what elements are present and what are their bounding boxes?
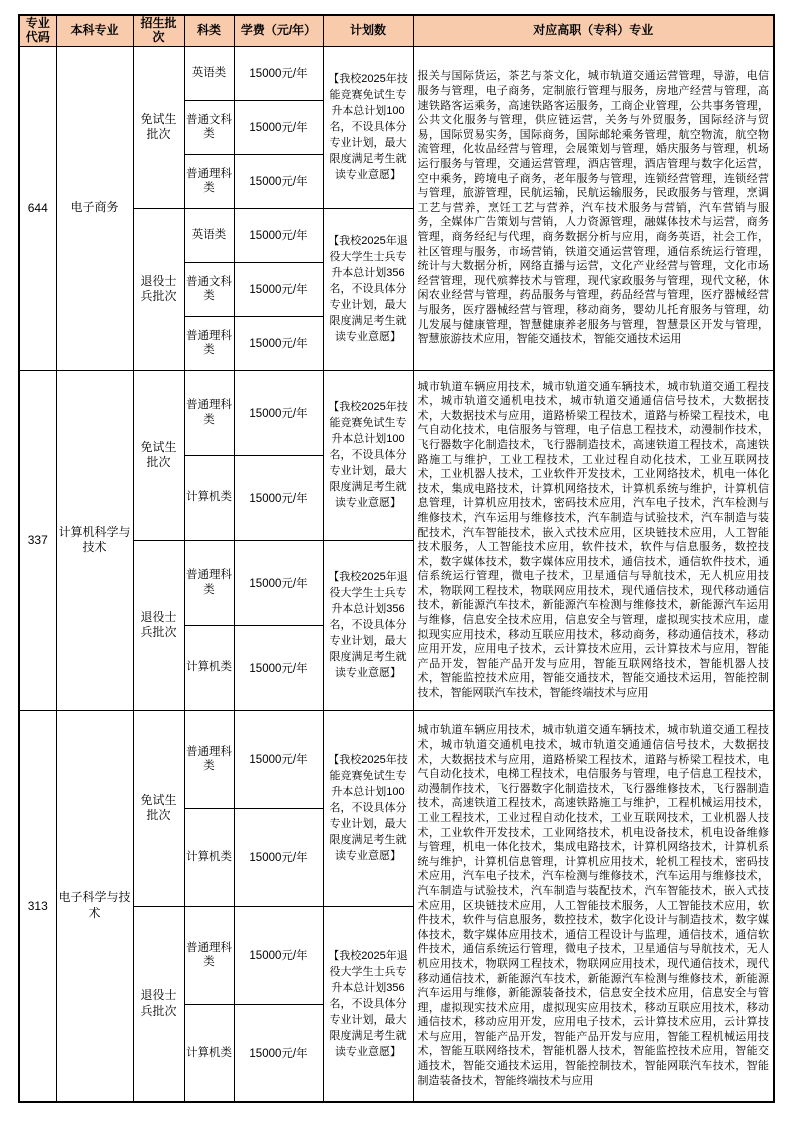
table-row — [19, 710, 774, 808]
subject-category-cell: 普通文科类 — [184, 100, 234, 154]
major-code-cell: 313 — [19, 710, 56, 1102]
subject-category-cell: 计算机类 — [184, 455, 234, 540]
subject-category-cell: 计算机类 — [184, 1004, 234, 1102]
subject-category-cell: 普通理科类 — [184, 710, 234, 808]
batch-cell: 免试生批次 — [133, 710, 184, 906]
col-header-subject-category: 科类 — [184, 15, 234, 46]
tuition-cell: 15000元/年 — [234, 208, 323, 262]
col-header-batch: 招生批次 — [133, 15, 184, 46]
subject-category-cell: 普通理科类 — [184, 154, 234, 208]
plan-count-cell: 【我校2025年退役大学生士兵专升本总计划356名，不设具体分专业计划，最大限度满足考生就读专业意愿】 — [323, 540, 413, 710]
plan-count-cell: 【我校2025年退役大学生士兵专升本总计划356名，不设具体分专业计划，最大限度满足考生就读专业意愿】 — [323, 208, 413, 370]
subject-category-cell: 英语类 — [184, 46, 234, 100]
tuition-cell: 15000元/年 — [234, 46, 323, 100]
plan-count-cell: 【我校2025年退役大学生士兵专升本总计划356名，不设具体分专业计划，最大限度满足考生就读专业意愿】 — [323, 906, 413, 1102]
tuition-cell: 15000元/年 — [234, 906, 323, 1004]
table-header-row — [19, 15, 774, 46]
tuition-cell: 15000元/年 — [234, 710, 323, 808]
tuition-cell: 15000元/年 — [234, 625, 323, 710]
subject-category-cell: 普通文科类 — [184, 262, 234, 316]
batch-cell: 退役士兵批次 — [133, 906, 184, 1102]
batch-cell: 退役士兵批次 — [133, 208, 184, 370]
undergrad-major-cell: 计算机科学与技术 — [56, 370, 133, 710]
tuition-cell: 15000元/年 — [234, 262, 323, 316]
table-row — [19, 370, 774, 455]
undergrad-major-cell: 电子商务 — [56, 46, 133, 370]
tuition-cell: 15000元/年 — [234, 370, 323, 455]
plan-count-cell: 【我校2025年技能竞赛免试生专升本总计划100名，不设具体分专业计划，最大限度满足考生就读专业意愿】 — [323, 710, 413, 906]
document-page — [18, 14, 775, 1103]
tuition-cell: 15000元/年 — [234, 316, 323, 370]
major-code-cell: 337 — [19, 370, 56, 710]
major-code-cell: 644 — [19, 46, 56, 370]
subject-category-cell: 普通理科类 — [184, 316, 234, 370]
subject-category-cell: 普通理科类 — [184, 370, 234, 455]
batch-cell: 免试生批次 — [133, 46, 184, 208]
vocational-majors-cell: 城市轨道车辆应用技术，城市轨道交通车辆技术，城市轨道交通工程技术，城市轨道交通机电技术，城市轨道交通通信信号技术，大数据技术，大数据技术与应用，道路桥梁工程技术，道路与桥梁工程技术，电气自动化技术，电信服务与管理，电子信息工程技术，动漫制作技术，飞行器数字化制造技术，飞行器制造技术，高速铁道工程技术，高速铁路施工与维护，工业工程技术，工业过程自动化技术，工业互联网技术，工业机器人技术，工业软件开发技术，工业网络技术，机电一体化技术，集成电路技术，计算机网络技术，计算机系统与维护，计算机信息管理，计算机应用技术，密码技术应用，汽车电子技术，汽车检测与维修技术，汽车运用与维修技术，汽车制造与试验技术，汽车制造与装配技术，汽车智能技术，嵌入式技术应用，区块链技术应用，人工智能技术服务，人工智能技术应用，软件技术，软件与信息服务，数控技术，数字媒体技术，数字媒体应用技术，通信技术，通信软件技术，通信系统运行管理，微电子技术，卫星通信与导航技术，无人机应用技术，物联网工程技术，物联网应用技术，现代通信技术，现代移动通信技术，新能源汽车技术，新能源汽车检测与维修技术，新能源汽车运用与维修，信息安全技术应用，信息安全与管理，虚拟现实技术应用，虚拟现实应用技术，移动互联应用技术，移动商务，移动通信技术，移动应用开发，应用电子技术，云计算技术应用，云计算技术与应用，智能产品开发，智能产品开发与应用，智能互联网络技术，智能机器人技术，智能监控技术应用，智能交通技术，智能交通技术运用，智能控制技术，智能网联汽车技术，智能终端技术与应用 — [413, 370, 774, 710]
subject-category-cell: 普通理科类 — [184, 906, 234, 1004]
tuition-cell: 15000元/年 — [234, 100, 323, 154]
batch-cell: 退役士兵批次 — [133, 540, 184, 710]
tuition-cell: 15000元/年 — [234, 540, 323, 625]
table-row — [19, 46, 774, 100]
col-header-plan-count: 计划数 — [323, 15, 413, 46]
vocational-majors-cell: 城市轨道车辆应用技术，城市轨道交通车辆技术，城市轨道交通工程技术，城市轨道交通机电技术，城市轨道交通通信信号技术，大数据技术，大数据技术与应用，道路桥梁工程技术，道路与桥梁工程技术，电气自动化技术，电梯工程技术，电信服务与管理，电子信息工程技术，动漫制作技术，飞行器数字化制造技术，飞行器维修技术，飞行器制造技术，高速铁道工程技术，高速铁路施工与维护，工程机械运用技术，工业工程技术，工业过程自动化技术，工业互联网技术，工业机器人技术，工业软件开发技术，工业网络技术，机电设备技术，机电设备维修与管理，机电一体化技术，集成电路技术，计算机网络技术，计算机系统与维护，计算机信息管理，计算机应用技术，轮机工程技术，密码技术应用，汽车电子技术，汽车检测与维修技术，汽车运用与维修技术，汽车制造与试验技术，汽车制造与装配技术，汽车智能技术，嵌入式技术应用，区块链技术应用，人工智能技术服务，人工智能技术应用，软件技术，软件与信息服务，数控技术，数字化设计与制造技术，数字媒体技术，数字媒体应用技术，通信工程设计与监理，通信技术，通信软件技术，通信系统运行管理，微电子技术，卫星通信与导航技术，无人机应用技术，物联网工程技术，物联网应用技术，现代通信技术，现代移动通信技术，新能源汽车技术，新能源汽车检测与维修技术，新能源汽车运用与维修，新能源装备技术，信息安全技术应用，信息安全与管理，虚拟现实技术应用，虚拟现实应用技术，移动互联应用技术，移动通信技术，移动应用开发，应用电子技术，云计算技术应用，云计算技术与应用，智能产品开发，智能产品开发与应用，智能工程机械运用技术，智能互联网络技术，智能机器人技术，智能监控技术应用，智能交通技术，智能交通技术运用，智能控制技术，智能网联汽车技术，智能制造装备技术，智能终端技术与应用 — [413, 710, 774, 1102]
col-header-tuition: 学费（元/年） — [234, 15, 323, 46]
subject-category-cell: 计算机类 — [184, 625, 234, 710]
vocational-majors-cell: 报关与国际货运，茶艺与茶文化，城市轨道交通运营管理，导游，电信服务与管理，电子商务，定制旅行管理与服务，房地产经营与管理，高速铁路客运乘务，高速铁路客运服务，工商企业管理，公共事务管理，公共文化服务与管理，供应链运营，关务与外贸服务，国际经济与贸易，国际贸易实务，国际商务，国际邮轮乘务管理，航空物流，航空物流管理，化妆品经营与管理，会展策划与管理，婚庆服务与管理，机场运行服务与管理，交通运营管理，酒店管理，酒店管理与数字化运营，空中乘务，跨境电子商务，老年服务与管理，连锁经营管理，连锁经营与管理，旅游管理，民航运输，民航运输服务，民政服务与管理，烹调工艺与营养，烹饪工艺与营养，汽车技术服务与营销，汽车营销与服务，全媒体广告策划与营销，人力资源管理，融媒体技术与运营，商务管理，商务经纪与代理，商务数据分析与应用，商务英语，社会工作，社区管理与服务，市场营销，铁道交通运营管理，通信系统运行管理，统计与大数据分析，网络直播与运营，文化产业经营与管理，文化市场经营管理，现代殡葬技术与管理，现代家政服务与管理，现代文秘，休闲农业经营与管理，药品服务与管理，药品经营与管理，医疗器械经营与服务，医疗器械经营与管理，移动商务，婴幼儿托育服务与管理，幼儿发展与健康管理，智慧健康养老服务与管理，智慧景区开发与管理，智慧旅游技术应用，智能交通技术，智能交通技术运用 — [413, 46, 774, 370]
undergrad-major-cell: 电子科学与技术 — [56, 710, 133, 1102]
enrollment-plan-table — [18, 14, 775, 1103]
col-header-vocational-majors: 对应高职（专科）专业 — [413, 15, 774, 46]
tuition-cell: 15000元/年 — [234, 1004, 323, 1102]
batch-cell: 免试生批次 — [133, 370, 184, 540]
plan-count-cell: 【我校2025年技能竞赛免试生专升本总计划100名，不设具体分专业计划，最大限度满足考生就读专业意愿】 — [323, 46, 413, 208]
col-header-major-code: 专业代码 — [19, 15, 56, 46]
subject-category-cell: 英语类 — [184, 208, 234, 262]
subject-category-cell: 计算机类 — [184, 808, 234, 906]
tuition-cell: 15000元/年 — [234, 154, 323, 208]
plan-count-cell: 【我校2025年技能竞赛免试生专升本总计划100名，不设具体分专业计划，最大限度满足考生就读专业意愿】 — [323, 370, 413, 540]
subject-category-cell: 普通理科类 — [184, 540, 234, 625]
col-header-undergrad-major: 本科专业 — [56, 15, 133, 46]
tuition-cell: 15000元/年 — [234, 455, 323, 540]
tuition-cell: 15000元/年 — [234, 808, 323, 906]
